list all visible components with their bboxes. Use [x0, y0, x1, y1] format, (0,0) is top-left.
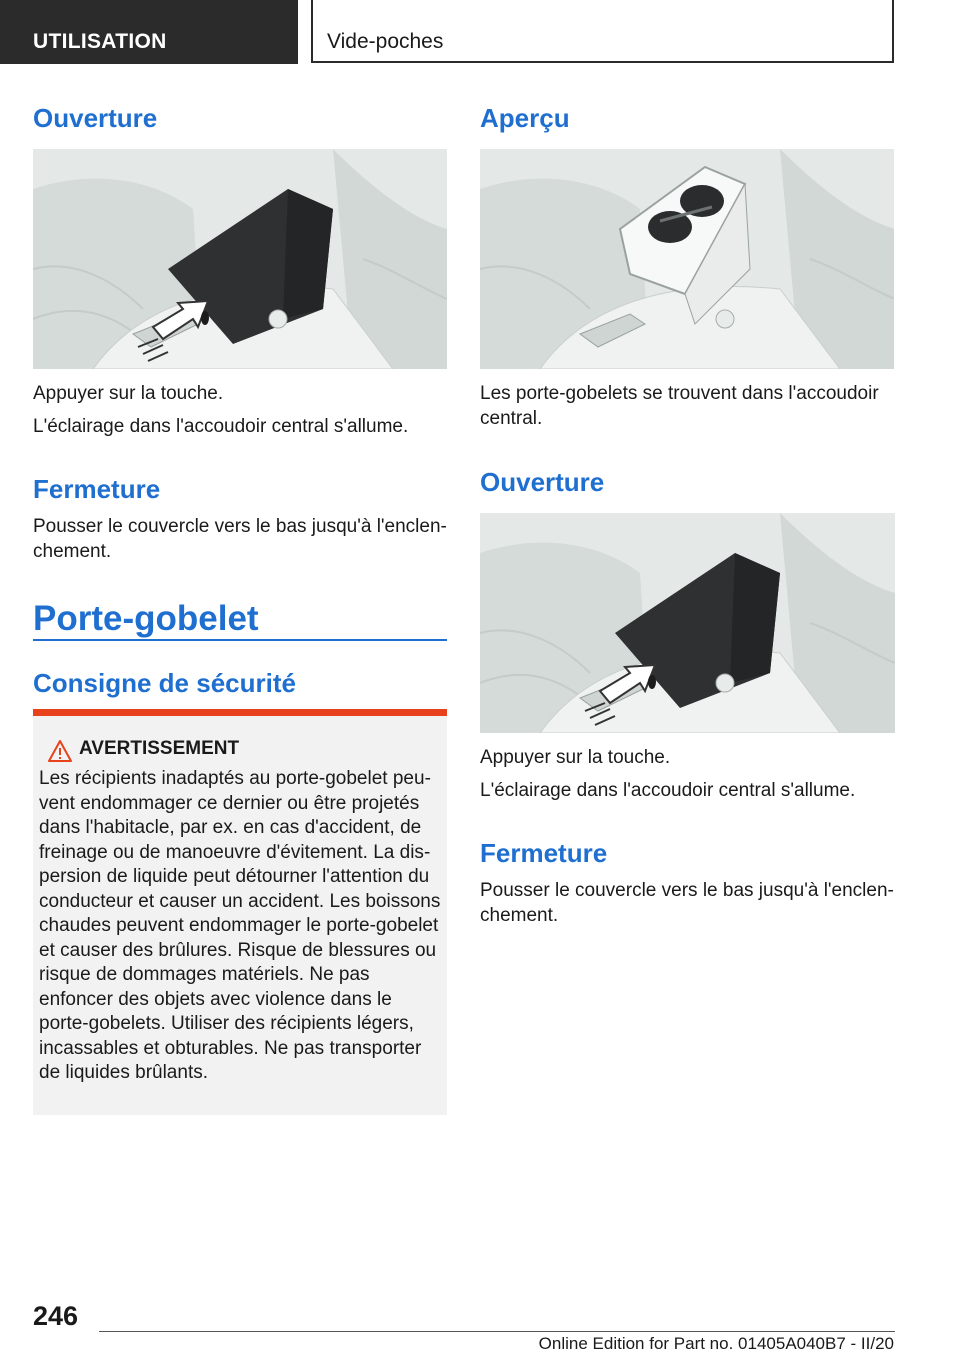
- heading-apercu: Aperçu: [480, 103, 570, 133]
- warning-title: AVERTISSEMENT: [79, 738, 240, 759]
- chapter-tab: [311, 0, 894, 63]
- footer-edition: Online Edition for Part no. 01405A040B7 - II/20: [538, 1334, 894, 1353]
- armrest-button-figure: [33, 149, 447, 369]
- armrest-button-figure-right: [480, 513, 895, 733]
- heading-ouverture-right: Ouverture: [480, 467, 605, 497]
- title-underline: [33, 639, 447, 641]
- armrest-button-illustration: [480, 513, 895, 733]
- instruction-close: Pousser le couvercle vers le bas jusqu'à l'enclenchement.: [33, 516, 447, 562]
- warning-bar: [33, 709, 447, 716]
- chapter-title: Vide-poches: [327, 30, 444, 53]
- title-porte-gobelet: Porte-gobelet: [33, 599, 259, 638]
- page-number: 246: [33, 1301, 79, 1331]
- instruction-light-on: L'éclairage dans l'accoudoir central s'allume.: [33, 416, 409, 437]
- cupholder-location-text: Les porte-gobelets se trouvent dans l'accoudoir central.: [480, 383, 879, 429]
- heading-fermeture: Fermeture: [33, 474, 161, 504]
- section-tab: [0, 0, 298, 64]
- instruction-press-button-right: Appuyer sur la touche.: [480, 747, 671, 768]
- warning-text: Les récipients inadaptés au porte-gobelet peuvent endommager ce dernier ou être projetés dans l'habitacle, par ex. en cas d'accident, de freinage ou de manoeuvre d'évitement. La dispersion de liquide peut détourner l'attention du conducteur et causer un accident. Les boissons chaudes peuvent endommager le porte-gobelet et causer des brûlures. Risque de blessures ou risque de dommages matériels. Ne pas enfoncer des objets avec violence dans le porte-gobelets. Utiliser des récipients légers, incassables et obturables. Ne pas transporter de liquides brûlants.: [39, 768, 441, 1083]
- instruction-press-button: Appuyer sur la touche.: [33, 383, 224, 404]
- armrest-button-illustration: [33, 149, 447, 369]
- section-title: UTILISATION: [33, 30, 167, 53]
- heading-ouverture: Ouverture: [33, 103, 158, 133]
- warning-box: [33, 709, 447, 1115]
- instruction-light-on-right: L'éclairage dans l'accoudoir central s'allume.: [480, 780, 856, 801]
- cupholder-open-figure: [480, 149, 894, 369]
- heading-consigne-securite: Consigne de sécurité: [33, 668, 296, 698]
- heading-fermeture-right: Fermeture: [480, 838, 608, 868]
- cupholder-open-illustration: [480, 149, 894, 369]
- instruction-close-right: Pousser le couvercle vers le bas jusqu'à l'enclenchement.: [480, 880, 894, 926]
- footer-rule: [99, 1331, 895, 1332]
- warning-triangle-icon: [47, 739, 73, 763]
